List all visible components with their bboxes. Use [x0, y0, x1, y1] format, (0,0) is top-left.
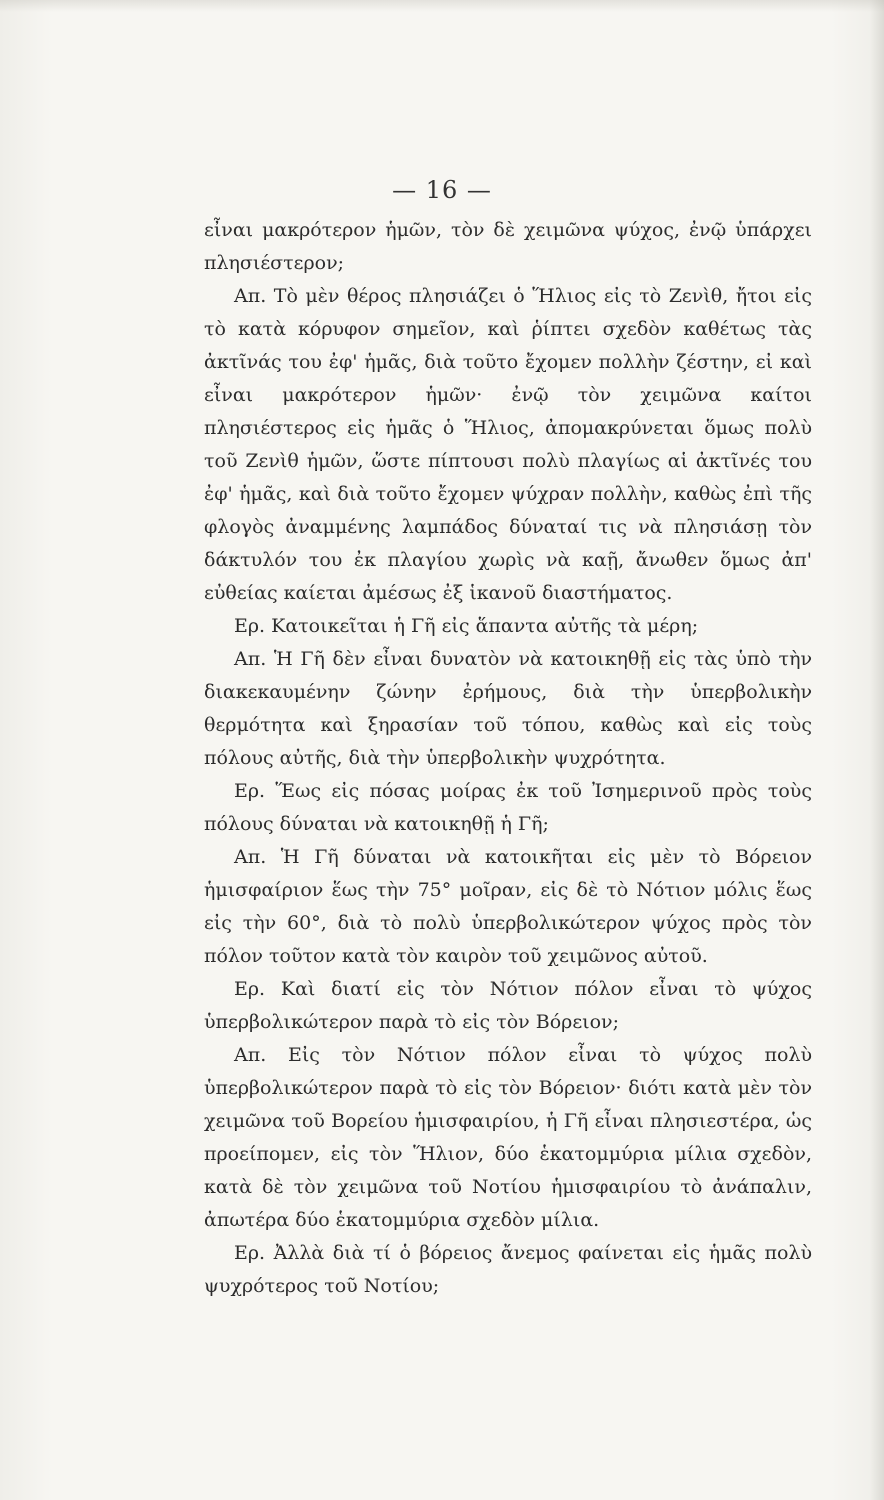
paragraph-9 — [204, 1237, 812, 1303]
speaker-label: Ερ. — [234, 978, 266, 1000]
paragraph-7 — [204, 973, 812, 1039]
paragraph-5 — [204, 775, 812, 841]
speaker-label: Απ. — [234, 1044, 267, 1066]
page-number: — 16 — — [392, 176, 492, 204]
paragraph-text: Ἡ Γῆ δὲν εἶναι δυνατὸν νὰ κατοικηθῇ εἰς τὰς ὑπὸ τὴν διακεκαυμένην ζώνην ἐρήμους, διὰ τὴν ὑπερβολικὴν θερμότητα καὶ ξηρασίαν τοῦ τόπου, καθὼς καὶ εἰς τοὺς πόλους αὐτῆς, διὰ τὴν ὑπερβολικὴν ψυχρότητα. — [204, 648, 812, 769]
body-text — [204, 214, 812, 1303]
paragraph-1 — [204, 214, 812, 280]
paragraph-text: Καὶ διατί εἰς τὸν Νότιον πόλον εἶναι τὸ ψύχος ὑπερβολικώτερον παρὰ τὸ εἰς τὸν Βόρειον; — [204, 978, 812, 1033]
speaker-label: Ερ. — [234, 615, 266, 637]
speaker-label: Απ. — [234, 846, 267, 868]
speaker-label: Ερ. — [234, 780, 266, 802]
paragraph-text: Κατοικεῖται ἡ Γῆ εἰς ἅπαντα αὐτῆς τὰ μέρη; — [271, 615, 699, 637]
paragraph-text: Τὸ μὲν θέρος πλησιάζει ὁ Ἥλιος εἰς τὸ Ζενὶθ, ἤτοι εἰς τὸ κατὰ κόρυφον σημεῖον, καὶ ῥίπτει σχεδὸν καθέτως τὰς ἀκτῖνάς του ἐφ' ἡμᾶς, διὰ τοῦτο ἔχομεν πολλὴν ζέστην, εἰ καὶ εἶναι μακρότερον ἡμῶν· ἐνῷ τὸν χειμῶνα καίτοι πλησιέστερος εἰς ἡμᾶς ὁ Ἥλιος, ἀπομακρύνεται ὅμως πολὺ τοῦ Ζενὶθ ἡμῶν, ὥστε πίπτουσι πολὺ πλαγίως αἱ ἀκτῖνές του ἐφ' ἡμᾶς, καὶ διὰ τοῦτο ἔχομεν ψύχραν πολλὴν, καθὼς ἐπὶ τῆς φλογὸς ἀναμμένης λαμπάδος δύναταί τις νὰ πλησιάσῃ τὸν δάκτυλόν του ἐκ πλαγίου χωρὶς νὰ καῇ, ἄνωθεν ὅμως ἀπ' εὐθείας καίεται ἀμέσως ἐξ ἱκανοῦ διαστήματος. — [204, 285, 812, 604]
page-right-shadow — [870, 0, 884, 1500]
paragraph-6 — [204, 841, 812, 973]
paragraph-4 — [204, 643, 812, 775]
paragraph-text: Εἰς τὸν Νότιον πόλον εἶναι τὸ ψύχος πολὺ ὑπερβολικώτερον παρὰ τὸ εἰς τὸν Βόρειον· διότι κατὰ μὲν τὸν χειμῶνα τοῦ Βορείου ἡμισφαιρίου, ἡ Γῆ εἶναι πλησιεστέρα, ὡς προείπομεν, εἰς τὸν Ἥλιον, δύο ἑκατομμύρια μίλια σχεδὸν, κατὰ δὲ τὸν χειμῶνα τοῦ Νοτίου ἡμισφαιρίου τὸ ἀνάπαλιν, ἀπωτέρα δύο ἑκατομμύρια σχεδὸν μίλια. — [204, 1044, 812, 1231]
page-top-shadow — [0, 0, 884, 12]
paragraph-text: εἶναι μακρότερον ἡμῶν, τὸν δὲ χειμῶνα ψύχος, ἐνῷ ὑπάρχει πλησιέστερον; — [204, 219, 812, 274]
paragraph-text: Ἕως εἰς πόσας μοίρας ἐκ τοῦ Ἰσημερινοῦ πρὸς τοὺς πόλους δύναται νὰ κατοικηθῇ ἡ Γῆ; — [204, 780, 813, 835]
speaker-label: Απ. — [234, 285, 267, 307]
paragraph-text: Ἀλλὰ διὰ τί ὁ βόρειος ἄνεμος φαίνεται εἰς ἡμᾶς πολὺ ψυχρότερος τοῦ Νοτίου; — [204, 1242, 812, 1297]
paragraph-2 — [204, 280, 812, 610]
paragraph-3 — [204, 610, 812, 643]
paragraph-text: Ἡ Γῆ δύναται νὰ κατοικῆται εἰς μὲν τὸ Βόρειον ἡμισφαίριον ἕως τὴν 75° μοῖραν, εἰς δὲ τὸ Νότιον μόλις ἕως εἰς τὴν 60°, διὰ τὸ πολὺ ὑπερβολικώτερον ψύχος πρὸς τὸν πόλον τοῦτον κατὰ τὸν καιρὸν τοῦ χειμῶνος αὐτοῦ. — [204, 846, 813, 967]
speaker-label: Ερ. — [234, 1242, 266, 1264]
speaker-label: Απ. — [234, 648, 267, 670]
paragraph-8 — [204, 1039, 812, 1237]
